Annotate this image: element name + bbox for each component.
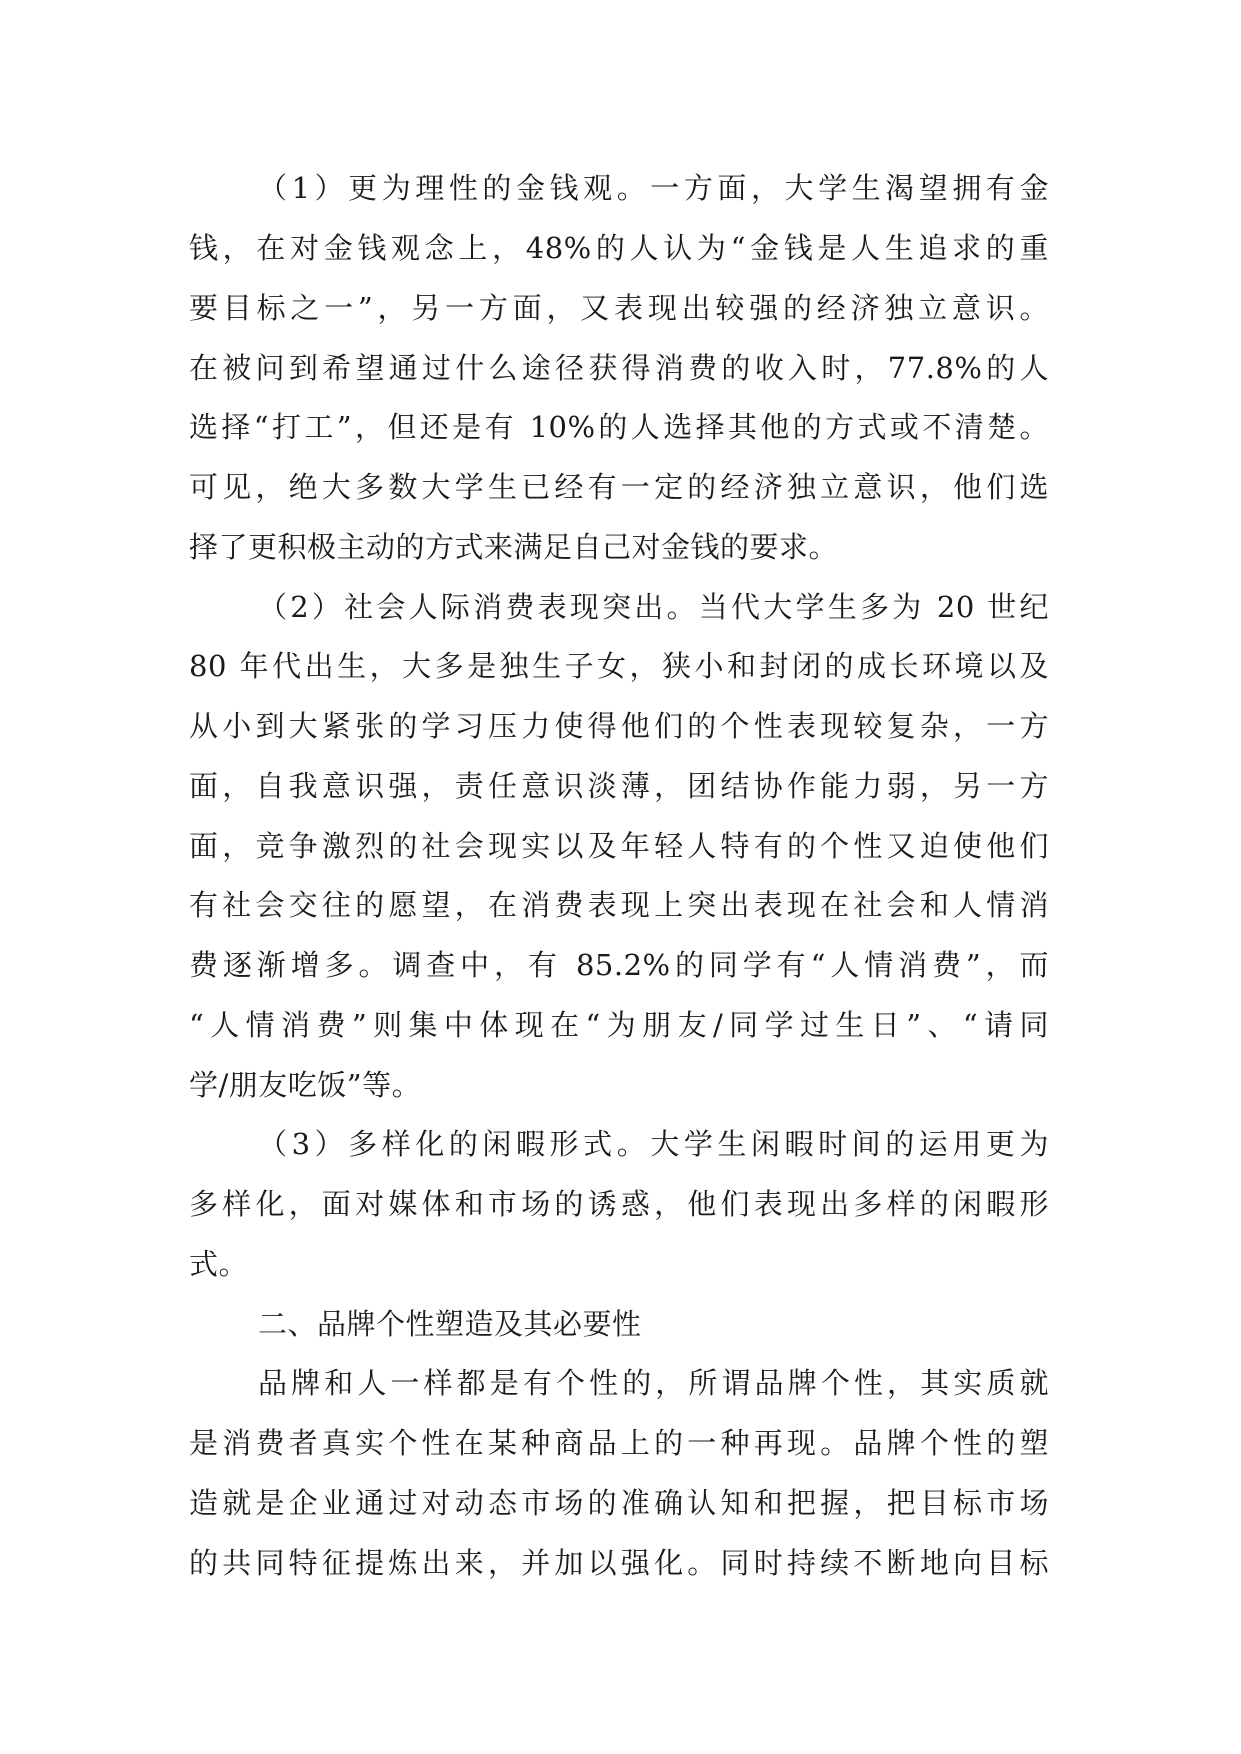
paragraph-2-line-3: 从小到大紧张的学习压力使得他们的个性表现较复杂，一方 <box>189 709 1049 743</box>
paragraph-4-line-1: 品牌和人一样都是有个性的，所谓品牌个性，其实质就 <box>258 1366 1049 1400</box>
paragraph-2-line-9: 学/朋友吃饭”等。 <box>189 1068 422 1102</box>
paragraph-1-line-1: （1）更为理性的金钱观。一方面，大学生渴望拥有金 <box>258 171 1049 205</box>
paragraph-3-line-3: 式。 <box>189 1247 249 1281</box>
paragraph-2-line-8: “人情消费”则集中体现在“为朋友/同学过生日”、“请同 <box>189 1008 1049 1042</box>
paragraph-1-line-7: 择了更积极主动的方式来满足自己对金钱的要求。 <box>189 530 839 564</box>
paragraph-2-line-7: 费逐渐增多。调查中，有 85.2%的同学有“人情消费”，而 <box>189 948 1049 982</box>
paragraph-1-line-4: 在被问到希望通过什么途径获得消费的收入时，77.8%的人 <box>189 351 1049 385</box>
paragraph-1-line-5: 选择“打工”，但还是有 10%的人选择其他的方式或不清楚。 <box>189 410 1049 444</box>
paragraph-1-line-2: 钱，在对金钱观念上，48%的人认为“金钱是人生追求的重 <box>189 231 1049 265</box>
paragraph-4-line-4: 的共同特征提炼出来，并加以强化。同时持续不断地向目标 <box>189 1546 1049 1580</box>
paragraph-3-line-1: （3）多样化的闲暇形式。大学生闲暇时间的运用更为 <box>258 1127 1049 1161</box>
paragraph-1-line-6: 可见，绝大多数大学生已经有一定的经济独立意识，他们选 <box>189 470 1049 504</box>
paragraph-4-line-2: 是消费者真实个性在某种商品上的一种再现。品牌个性的塑 <box>189 1426 1049 1460</box>
paragraph-1-line-3: 要目标之一”，另一方面，又表现出较强的经济独立意识。 <box>189 291 1049 325</box>
paragraph-4-line-3: 造就是企业通过对动态市场的准确认知和把握，把目标市场 <box>189 1486 1049 1520</box>
paragraph-2-line-5: 面，竞争激烈的社会现实以及年轻人特有的个性又迫使他们 <box>189 829 1049 863</box>
paragraph-3-line-2: 多样化，面对媒体和市场的诱惑，他们表现出多样的闲暇形 <box>189 1187 1049 1221</box>
section-heading: 二、品牌个性塑造及其必要性 <box>258 1307 642 1341</box>
paragraph-2-line-2: 80 年代出生，大多是独生子女，狭小和封闭的成长环境以及 <box>189 649 1049 683</box>
paragraph-2-line-4: 面，自我意识强，责任意识淡薄，团结协作能力弱，另一方 <box>189 769 1049 803</box>
paragraph-2-line-6: 有社会交往的愿望，在消费表现上突出表现在社会和人情消 <box>189 888 1049 922</box>
paragraph-2-line-1: （2）社会人际消费表现突出。当代大学生多为 20 世纪 <box>258 590 1049 624</box>
